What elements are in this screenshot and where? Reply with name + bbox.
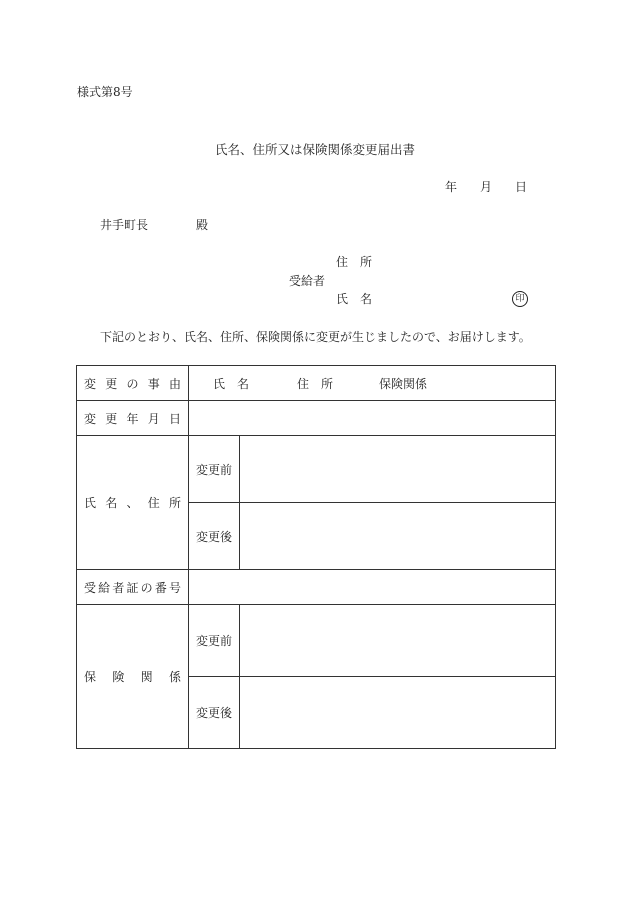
intro-text: 下記のとおり、氏名、住所、保険関係に変更が生じましたので、お届けします。 [100,330,531,344]
change-date-field[interactable] [189,401,556,436]
seal-mark: 印 [512,291,528,307]
date-month-label: 月 [480,180,493,194]
cert-number-field[interactable] [189,570,556,605]
reason-option-address: 住 所 [297,376,334,391]
honorific: 殿 [196,218,209,232]
name-address-after-field[interactable] [240,503,556,570]
name-address-before-field[interactable] [240,436,556,503]
name-address-after-label: 変更後 [189,503,240,570]
cert-number-label: 受給者証の番号 [77,570,189,605]
reason-label: 変 更 の 事 由 [77,366,189,401]
applicant-name-label: 氏 名 [336,292,373,306]
insurance-label: 保 険 関 係 [77,605,189,749]
document-title: 氏名、住所又は保険関係変更届出書 [214,142,415,157]
change-form-table [76,365,556,749]
insurance-before-field[interactable] [240,605,556,677]
addressee: 井手町長 [100,218,149,232]
change-date-label: 変 更 年 月 日 [77,401,189,436]
insurance-before-label: 変更前 [189,605,240,677]
date-day-label: 日 [515,180,528,194]
insurance-after-field[interactable] [240,677,556,749]
applicant-role-label: 受給者 [289,274,326,288]
applicant-address-label: 住 所 [336,255,373,269]
reason-option-name: 氏 名 [213,376,250,391]
name-address-label: 氏 名 、 住 所 [77,436,189,570]
insurance-after-label: 変更後 [189,677,240,749]
name-address-before-label: 変更前 [189,436,240,503]
form-number: 様式第8号 [77,85,133,99]
reason-options-cell[interactable] [189,366,556,401]
date-year-label: 年 [445,180,458,194]
reason-option-insurance: 保険関係 [379,376,428,391]
